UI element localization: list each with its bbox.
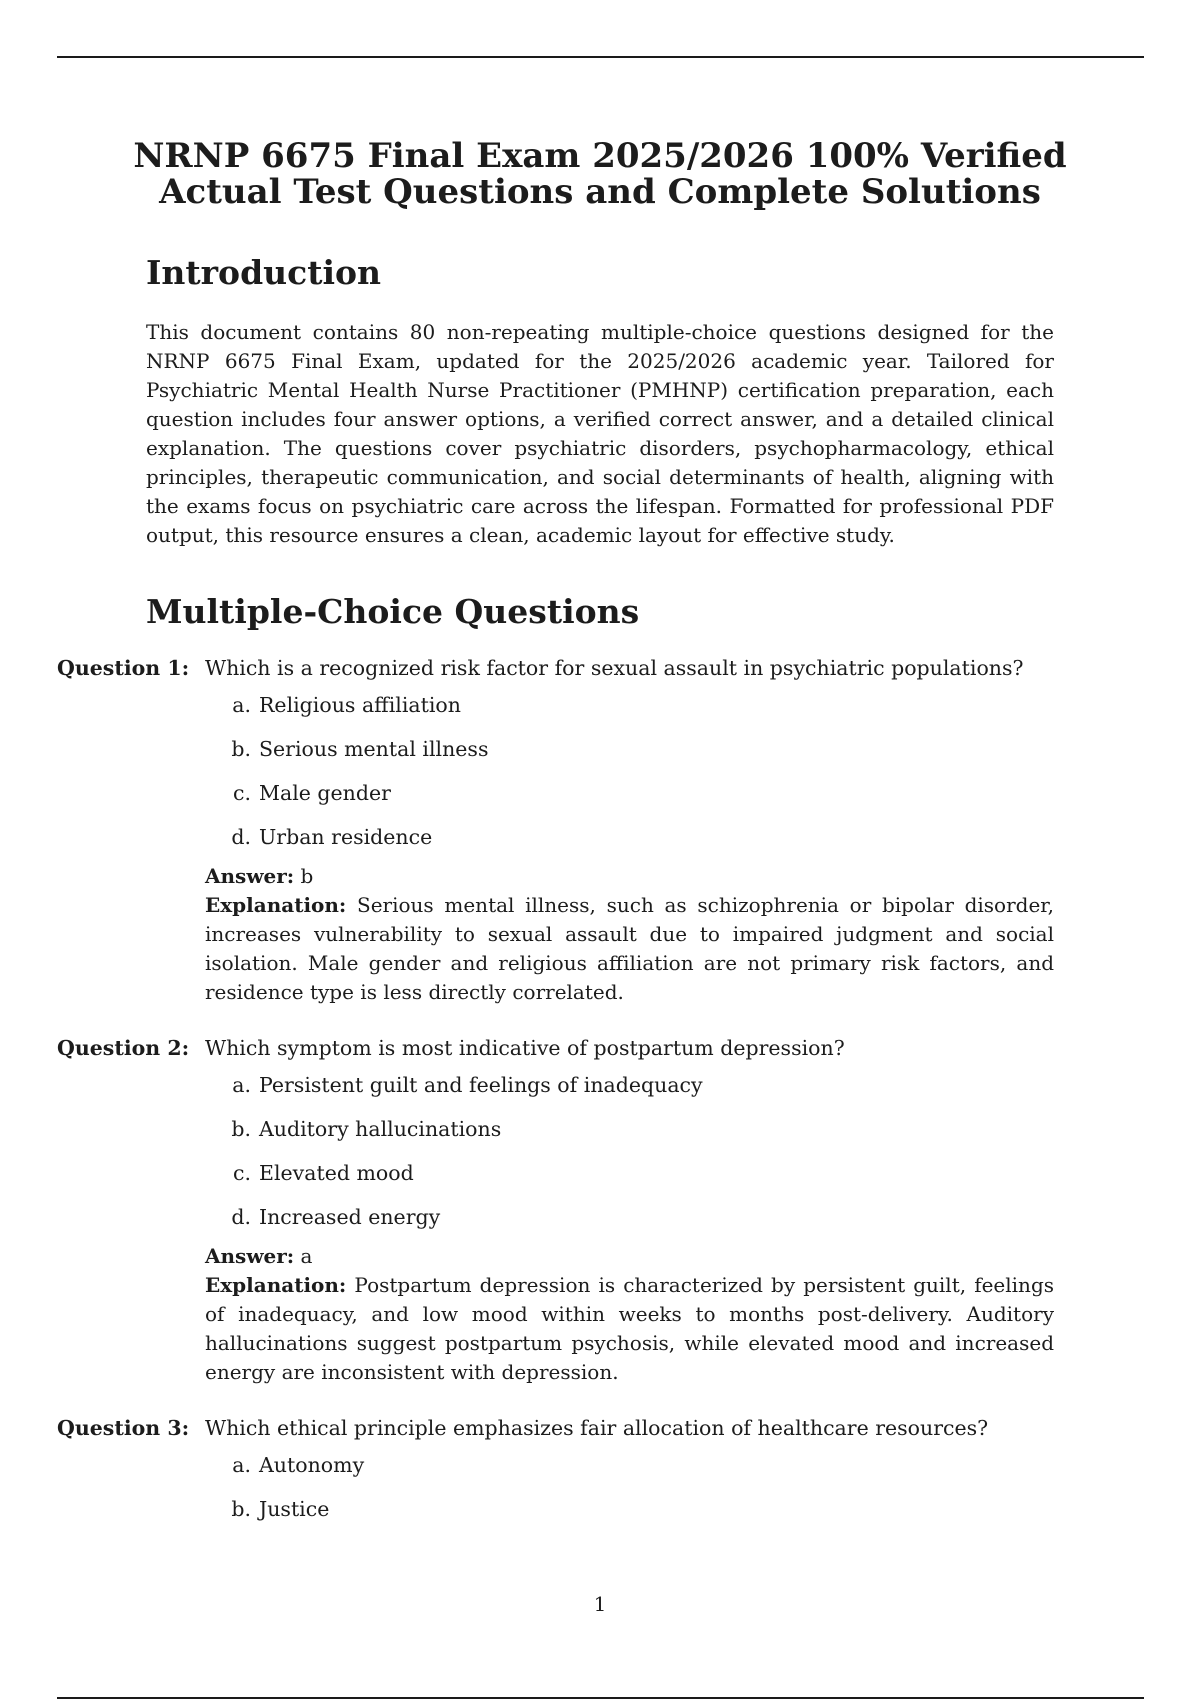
option-text: Justice [259,1497,330,1521]
question-text: Which ethical principle emphasizes fair allocation of healthcare resources? [205,1416,989,1440]
option-letter: a. [232,693,251,717]
option-a [57,1443,1054,1487]
option-b [57,1107,1054,1151]
option-text: Elevated mood [259,1161,414,1185]
answer-line [205,862,1054,891]
option-text: Increased energy [259,1205,441,1229]
explanation [205,1271,1054,1387]
option-text: Autonomy [259,1453,365,1477]
option-letter: d. [231,1205,251,1229]
option-text: Urban residence [259,825,433,849]
question-label: Question 1: [57,656,190,680]
answer-value: b [300,864,314,888]
answer-block [205,1242,1054,1387]
option-list [57,1443,1054,1531]
option-b [57,1487,1054,1531]
option-d [57,1195,1054,1239]
option-b [57,727,1054,771]
mcq-heading: Multiple-Choice Questions [146,592,640,631]
option-text: Religious affiliation [259,693,461,717]
explanation-label: Explanation: [205,1273,347,1297]
page-number: 1 [593,1592,607,1616]
question-3 [57,1413,1054,1531]
option-d [57,815,1054,859]
title-line-1: NRNP 6675 Final Exam 2025/2026 100% Verified [133,136,1067,176]
option-text: Male gender [259,781,391,805]
answer-line [205,1242,1054,1271]
option-text: Serious mental illness [259,737,489,761]
explanation-text: Postpartum depression is characterized by persistent guilt, feelings of inadequacy, and low mood within weeks to months post-delivery. Auditory hallucinations suggest postpartum psychosis, while elevated mood and increased energy are inconsistent with depression. [205,1273,1055,1384]
option-c [57,771,1054,815]
option-letter: d. [231,825,251,849]
introduction-paragraph: This document contains 80 non-repeating multiple-choice questions designed for the NRNP 6675 Final Exam, updated for the 2025/2026 academic year. Tailored for Psychiatric Mental Health Nurse Practitioner (PMHNP) certification preparation, each question includes four answer options, a verified correct answer, and a detailed clinical explanation. The questions cover psychiatric disorders, psychopharmacology, ethical principles, therapeutic communication, and social determinants of health, aligning with the exams focus on psychiatric care across the lifespan. Formatted for professional PDF output, this resource ensures a clean, academic layout for effective study. [146,320,1054,547]
option-a [57,1063,1054,1107]
title-line-2: Actual Test Questions and Complete Solutions [159,172,1041,212]
option-letter: c. [233,781,251,805]
option-letter: a. [232,1453,251,1477]
option-list [57,1063,1054,1239]
answer-value: a [300,1244,313,1268]
question-label: Question 2: [57,1036,190,1060]
option-c [57,1151,1054,1195]
question-text: Which symptom is most indicative of postpartum depression? [205,1036,845,1060]
option-letter: a. [232,1073,251,1097]
introduction-heading: Introduction [146,253,382,292]
explanation-text: Serious mental illness, such as schizophrenia or bipolar disorder, increases vulnerability to sexual assault due to impaired judgment and social isolation. Male gender and religious affiliation are not primary risk factors, and residence type is less directly correlated. [205,893,1055,1004]
explanation-label: Explanation: [205,893,347,917]
explanation [205,891,1054,1007]
question-text: Which is a recognized risk factor for sexual assault in psychiatric populations? [205,656,1024,680]
option-a [57,683,1054,727]
top-rule [57,56,1144,58]
answer-block [205,862,1054,1007]
document-title [100,138,1100,210]
option-text: Auditory hallucinations [259,1117,502,1141]
option-letter: b. [231,1497,251,1521]
question-label: Question 3: [57,1416,190,1440]
option-letter: c. [233,1161,251,1185]
question-1 [57,653,1054,1007]
option-letter: b. [231,737,251,761]
bottom-rule [57,1697,1144,1699]
answer-label: Answer: [205,864,295,888]
question-2 [57,1033,1054,1387]
option-list [57,683,1054,859]
answer-label: Answer: [205,1244,295,1268]
option-text: Persistent guilt and feelings of inadequacy [259,1073,703,1097]
option-letter: b. [231,1117,251,1141]
